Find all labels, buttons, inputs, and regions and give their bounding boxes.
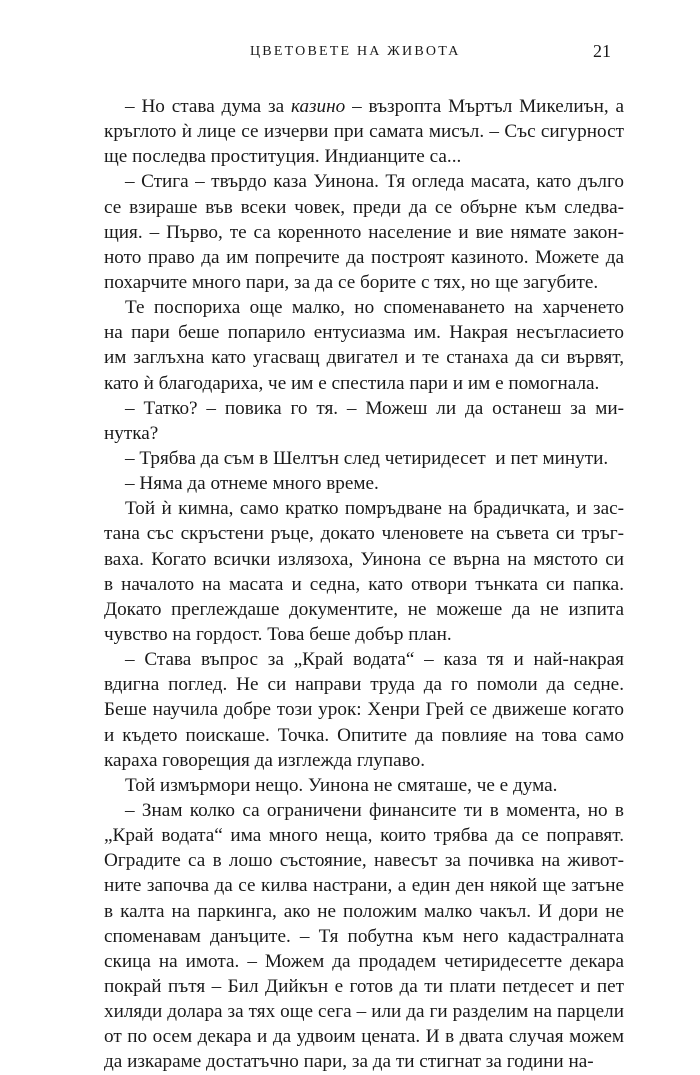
text-line [104, 672, 624, 697]
text-line [104, 421, 624, 446]
text-run: караха говорещия да изглежда глупаво. [104, 749, 426, 771]
text-line [104, 597, 624, 622]
text-run: ваха. Когато всички излязоха, Уинона се върна на мястото си [104, 548, 624, 570]
text-run: ще последва проституция. Индианците са... [104, 146, 462, 168]
text-run: Докато преглеждаше документите, не можеше да не изпита [104, 598, 624, 620]
text-run: на пари беше попарило ентусиазма им. Накрая несъгласието [104, 322, 624, 344]
text-run: от по осем декара и да удвоим цената. И в двата случая можем [104, 1026, 625, 1048]
text-line [104, 924, 624, 949]
text-line [104, 371, 624, 396]
text-line [104, 471, 624, 496]
text-run: похарчите много пари, за да се борите с тях, но ще загубите. [104, 271, 599, 293]
text-run: тана със скръстени ръце, докато членовете на съвета си тръг- [104, 523, 624, 545]
text-line [104, 1024, 624, 1049]
text-line [104, 245, 624, 270]
text-line [104, 169, 624, 194]
text-run: Беше научила добре този урок: Хенри Грей се движеше когато [104, 699, 624, 721]
text-run: Те поспориха още малко, но споменаването на харченето [125, 297, 624, 319]
text-line [104, 748, 624, 773]
text-line [104, 798, 624, 823]
body-text [104, 94, 624, 1074]
text-line [104, 521, 624, 546]
text-line [104, 345, 624, 370]
text-run: като ѝ благодариха, че им е спестила пари и им е помогнала. [104, 372, 600, 394]
page-number: 21 [593, 41, 611, 61]
text-line [104, 295, 624, 320]
text-run: – Знам колко са ограничени финансите ти в момента, но в [125, 799, 624, 821]
text-line [104, 547, 624, 572]
text-line [104, 999, 624, 1024]
running-title: ЦВЕТОВЕТЕ НА ЖИВОТА [250, 44, 461, 59]
text-run: в калта на паркинга, ако не положим малко чакъл. И дори не [104, 900, 624, 922]
text-line [104, 622, 624, 647]
text-run: нутка? [104, 422, 159, 444]
text-run: скица на имота. – Можем да продадем четиридесетте декара [104, 950, 625, 972]
text-run: ните започва да се килва настрани, а един ден някой ще затъне [104, 875, 624, 897]
text-run: „Край водата“ има много неща, които трябва да се поправят. [104, 825, 624, 847]
text-line [104, 773, 624, 798]
text-run: – Стига – твърдо каза Уинона. Тя огледа масата, като дълго [125, 171, 624, 193]
text-line [104, 723, 624, 748]
text-line [104, 195, 624, 220]
text-line [104, 974, 624, 999]
text-line [104, 396, 624, 421]
text-run: споменавам данъците. – Тя побутна към него кадастралната [104, 925, 624, 947]
text-line [104, 697, 624, 722]
text-run: вдигна поглед. Не си направи труда да го помоли да седне. [104, 674, 624, 696]
text-run: в началото на масата и седна, като отвори тънката си папка. [104, 573, 624, 595]
text-run: Той измърмори нещо. Уинона не смяташе, че е дума. [125, 774, 558, 796]
text-line [104, 873, 624, 898]
text-line [104, 94, 624, 119]
text-run: щия. – Първо, те са коренното население и вие нямате закон- [104, 221, 624, 243]
italic-text: казино [290, 96, 346, 117]
text-run: се взираше във всеки човек, преди да се обърне към следва- [104, 196, 624, 218]
text-line [104, 949, 624, 974]
text-line [104, 446, 624, 471]
text-line [104, 899, 624, 924]
text-line [104, 119, 624, 144]
text-line [104, 647, 624, 672]
text-run: ното право да им попречите да построят казиното. Можете да [104, 246, 624, 268]
text-run: покрай пътя – Бил Дийкън е готов да ти плати петдесет и пет [104, 975, 624, 997]
text-run: – Става въпрос за „Край водата“ – каза тя и най-накрая [125, 649, 624, 671]
text-run: кръглото ѝ лице се изчерви при самата мисъл. – Със сигурност [104, 121, 624, 143]
text-run: – Но става дума за [125, 96, 291, 117]
text-run: чувство на гордост. Това беше добър план. [104, 623, 452, 645]
text-line [104, 1049, 624, 1074]
text-line [104, 270, 624, 295]
text-run: им заглъхна като угасващ двигател и те станаха да си вървят, [104, 347, 624, 369]
text-run: – възропта Мъртъл Микелиън, а [345, 96, 624, 117]
text-run: и където поискаше. Точка. Опитите да повлияе на това само [104, 724, 624, 746]
text-run: – Няма да отнеме много време. [125, 473, 379, 495]
text-run: – Татко? – повика го тя. – Можеш ли да останеш за ми- [125, 397, 624, 419]
text-run: да изкараме достатъчно пари, за да ти стигнат за години на- [104, 1051, 594, 1073]
text-line [104, 220, 624, 245]
text-run: хиляди долара за тях още сега – или да ги разделим на парцели [104, 1001, 624, 1023]
text-line [104, 848, 624, 873]
text-line [104, 144, 624, 169]
text-run: Той ѝ кимна, само кратко помръдване на брадичката, и зас- [125, 498, 624, 520]
text-run: – Трябва да съм в Шелтън след четиридесет и пет минути. [125, 447, 609, 469]
text-line [104, 572, 624, 597]
running-header [0, 41, 700, 68]
text-line [104, 320, 624, 345]
text-run: Оградите са в лошо състояние, навесът за почивка на живот- [104, 850, 624, 872]
text-line [104, 496, 624, 521]
text-line [104, 823, 624, 848]
